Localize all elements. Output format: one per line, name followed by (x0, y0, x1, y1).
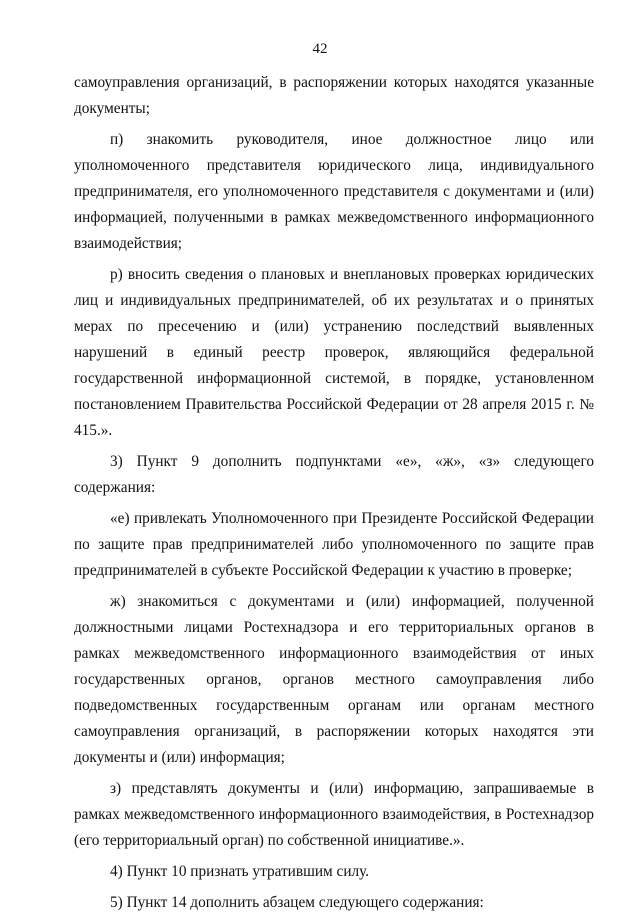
paragraph-item-p: п) знакомить руководителя, иное должностное лицо или уполномоченного представителя юридического лица, индивидуального предпринимателя, его уполномоченного представителя с документами и (или) информацией, полученными в рамках межведомственного информационного взаимодействия; (74, 131, 594, 252)
paragraph-point-5: 5) Пункт 14 дополнить абзацем следующего содержания: (110, 894, 484, 911)
paragraph-point-4: 4) Пункт 10 признать утратившим силу. (110, 863, 370, 880)
paragraph-item-z: з) представлять документы и (или) информацию, запрашиваемые в рамках межведомственного информационного взаимодействия, в Ростехнадзор (его территориальный орган) по собственной инициативе.». (74, 780, 594, 849)
document-body (74, 70, 594, 916)
paragraph-item-r: р) вносить сведения о плановых и внеплановых проверках юридических лиц и индивидуальных предпринимателей, об их результатах и о принятых мерах по пресечению и (или) устранению последствий выявленных нарушений в единый реестр проверок, являющийся федеральной государственной информационной системой, в порядке, установленном постановлением Правительства Российской Федерации от 28 апреля 2015 г. № 415.». (74, 266, 594, 439)
paragraph-point-3: 3) Пункт 9 дополнить подпунктами «е», «ж», «з» следующего содержания: (74, 453, 594, 496)
page-number: 42 (312, 41, 328, 57)
paragraph-item-zh: ж) знакомиться с документами и (или) информацией, полученной должностными лицами Ростехнадзора и его территориальных органов в рамках межведомственного информационного взаимодействия от иных государственных органов, органов местного самоуправления либо подведомственных государственным органам или органам местного самоуправления организаций, в распоряжении которых находятся эти документы и (или) информация; (74, 593, 594, 766)
paragraph-continuation: самоуправления организаций, в распоряжении которых находятся указанные документы; (74, 74, 594, 117)
paragraph-item-e: «е) привлекать Уполномоченного при Президенте Российской Федерации по защите прав предпринимателей либо уполномоченного по защите прав предпринимателей в субъекте Российской Федерации к участию в проверке; (74, 510, 594, 579)
